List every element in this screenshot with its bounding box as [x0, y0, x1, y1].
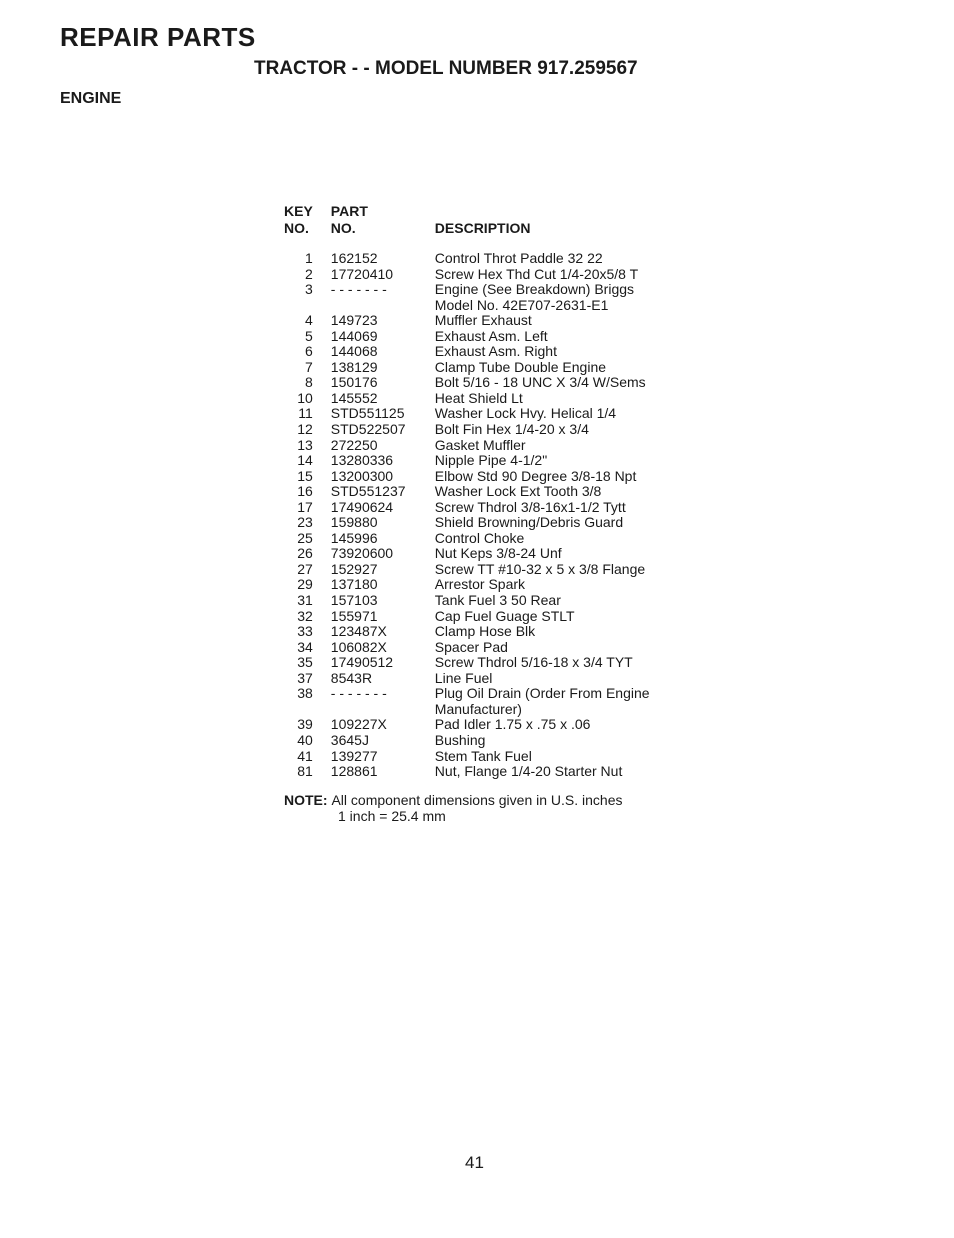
table-row [284, 438, 650, 454]
key-number: 81 [297, 763, 313, 780]
part-description: Bushing [434, 731, 486, 748]
key-number: 32 [297, 607, 313, 624]
key-number: 35 [297, 654, 313, 671]
part-number: 145996 [330, 529, 378, 546]
part-header: NO. [330, 220, 356, 236]
part-number: 128861 [330, 763, 378, 780]
part-description: Screw Thdrol 3/8-16x1-1/2 Tytt [434, 498, 626, 515]
parts-table [284, 203, 650, 780]
part-number: 159880 [330, 514, 378, 531]
part-description: Plug Oil Drain (Order From Engine [434, 685, 650, 702]
part-description: Gasket Muffler [434, 436, 526, 453]
part-description: Tank Fuel 3 50 Rear [434, 592, 561, 609]
part-number: STD551125 [330, 405, 405, 422]
key-number: 4 [305, 312, 313, 329]
part-description: Control Choke [434, 529, 525, 546]
section-heading: ENGINE [60, 90, 122, 107]
table-row [284, 469, 650, 485]
table-header-row [284, 203, 650, 220]
table-row [284, 702, 650, 718]
table-row [284, 531, 650, 547]
key-header: KEY [284, 203, 313, 219]
part-description: Shield Browning/Debris Guard [434, 514, 624, 531]
part-number: 157103 [330, 592, 378, 609]
part-description: Arrestor Spark [434, 576, 526, 593]
key-number: 34 [297, 638, 313, 655]
table-row [284, 313, 650, 329]
part-description: Washer Lock Hvy. Helical 1/4 [434, 405, 617, 422]
part-description: Nipple Pipe 4-1/2" [434, 452, 548, 469]
key-number: 7 [305, 358, 313, 375]
table-row [284, 686, 650, 702]
key-number: 12 [297, 421, 313, 438]
table-row [284, 546, 650, 562]
key-number: 16 [297, 483, 313, 500]
part-number: 149723 [330, 312, 378, 329]
page-title: REPAIR PARTS [60, 22, 256, 52]
key-number: 26 [297, 545, 313, 562]
table-header-row [284, 220, 650, 251]
key-number: 23 [297, 514, 313, 531]
part-number: 3645J [330, 731, 369, 748]
part-description: Bolt Fin Hex 1/4-20 x 3/4 [434, 421, 589, 438]
part-number: 144069 [330, 327, 378, 344]
part-number: 155971 [330, 607, 378, 624]
table-row [284, 717, 650, 733]
table-row [284, 671, 650, 687]
part-description: Line Fuel [434, 669, 493, 686]
part-description: Nut Keps 3/8-24 Unf [434, 545, 562, 562]
note-label: NOTE: [284, 792, 328, 808]
part-description: Control Throt Paddle 32 22 [434, 250, 603, 266]
part-description: Screw Thdrol 5/16-18 x 3/4 TYT [434, 654, 633, 671]
part-description: Bolt 5/16 - 18 UNC X 3/4 W/Sems [434, 374, 646, 391]
table-row [284, 515, 650, 531]
part-number: 17490624 [330, 498, 394, 515]
part-description: Muffler Exhaust [434, 312, 532, 329]
table-row [284, 484, 650, 500]
description-header: DESCRIPTION [434, 220, 531, 236]
part-number: 17490512 [330, 654, 394, 671]
table-row [284, 453, 650, 469]
part-number: 8543R [330, 669, 373, 686]
part-description: Exhaust Asm. Right [434, 343, 557, 360]
part-description: Stem Tank Fuel [434, 747, 532, 764]
table-row [284, 577, 650, 593]
key-number: 14 [297, 452, 313, 469]
part-number: 144068 [330, 343, 378, 360]
part-number: 73920600 [330, 545, 394, 562]
table-row [284, 360, 650, 376]
part-number [331, 702, 435, 718]
part-number: 152927 [330, 560, 378, 577]
part-number: 145552 [330, 389, 378, 406]
part-number: 109227X [330, 716, 387, 733]
part-description: Heat Shield Lt [434, 389, 523, 406]
part-description: Nut, Flange 1/4-20 Starter Nut [434, 763, 623, 780]
part-description: Clamp Hose Blk [434, 623, 536, 640]
part-description: Cap Fuel Guage STLT [434, 607, 575, 624]
part-number: 272250 [330, 436, 378, 453]
part-description: Engine (See Breakdown) Briggs [434, 281, 635, 298]
key-number: 37 [297, 669, 313, 686]
part-number [331, 298, 435, 314]
key-number: 40 [297, 731, 313, 748]
key-number: 41 [297, 747, 313, 764]
part-number: 162152 [330, 250, 378, 266]
key-number: 2 [305, 265, 313, 282]
part-description: Exhaust Asm. Left [434, 327, 548, 344]
part-description: Model No. 42E707-2631-E1 [434, 296, 609, 313]
table-row [284, 329, 650, 345]
part-number: - - - - - - - [330, 685, 387, 702]
table-row [284, 764, 650, 780]
key-number: 1 [305, 250, 313, 266]
part-number: 13280336 [330, 452, 394, 469]
part-number: 139277 [330, 747, 378, 764]
key-number: 11 [298, 405, 313, 422]
page-number: 41 [465, 1153, 484, 1172]
key-number: 31 [297, 592, 313, 609]
part-description: Screw Hex Thd Cut 1/4-20x5/8 T [434, 265, 639, 282]
part-number: - - - - - - - [330, 281, 387, 298]
table-row [284, 375, 650, 391]
key-number: 8 [305, 374, 313, 391]
part-number: 17720410 [330, 265, 394, 282]
key-number: 29 [297, 576, 313, 593]
part-description: Spacer Pad [434, 638, 508, 655]
table-row [284, 251, 650, 267]
key-number [284, 298, 331, 314]
key-number: 10 [297, 389, 313, 406]
key-number: 15 [297, 467, 313, 484]
note-conversion: 1 inch = 25.4 mm [338, 808, 446, 824]
table-row [284, 624, 650, 640]
key-number: 3 [305, 281, 313, 298]
table-row [284, 282, 650, 298]
table-row [284, 609, 650, 625]
key-number: 6 [305, 343, 313, 360]
part-description: Elbow Std 90 Degree 3/8-18 Npt [434, 467, 637, 484]
key-number: 39 [297, 716, 313, 733]
part-number: 150176 [330, 374, 378, 391]
note-text: All component dimensions given in U.S. inches [331, 792, 623, 808]
part-number: 123487X [330, 623, 387, 640]
part-header: PART [330, 203, 368, 219]
key-number: 13 [297, 436, 313, 453]
part-number: 138129 [330, 358, 378, 375]
table-row [284, 749, 650, 765]
key-number: 38 [297, 685, 313, 702]
part-number: 13200300 [330, 467, 394, 484]
key-header: NO. [284, 220, 309, 236]
part-description: Clamp Tube Double Engine [434, 358, 607, 375]
part-number: STD551237 [330, 483, 406, 500]
part-number: 106082X [330, 638, 387, 655]
dimensions-note [284, 792, 623, 824]
table-row [284, 562, 650, 578]
table-row [284, 640, 650, 656]
part-description: Manufacturer) [434, 700, 522, 717]
part-number: STD522507 [330, 421, 406, 438]
table-row [284, 733, 650, 749]
table-row [284, 298, 650, 314]
part-description: Pad Idler 1.75 x .75 x .06 [434, 716, 591, 733]
table-row [284, 655, 650, 671]
part-number: 137180 [330, 576, 378, 593]
key-number: 33 [297, 623, 313, 640]
table-row [284, 267, 650, 283]
model-subtitle: TRACTOR - - MODEL NUMBER 917.259567 [254, 58, 638, 79]
table-row [284, 391, 650, 407]
table-row [284, 422, 650, 438]
key-number: 17 [297, 498, 313, 515]
table-row [284, 500, 650, 516]
parts-table-body [284, 251, 650, 780]
table-row [284, 593, 650, 609]
part-description: Washer Lock Ext Tooth 3/8 [434, 483, 602, 500]
table-row [284, 406, 650, 422]
key-number: 27 [297, 560, 313, 577]
part-description: Screw TT #10-32 x 5 x 3/8 Flange [434, 560, 646, 577]
table-row [284, 344, 650, 360]
key-number: 5 [305, 327, 313, 344]
key-number [284, 702, 331, 718]
key-number: 25 [297, 529, 313, 546]
